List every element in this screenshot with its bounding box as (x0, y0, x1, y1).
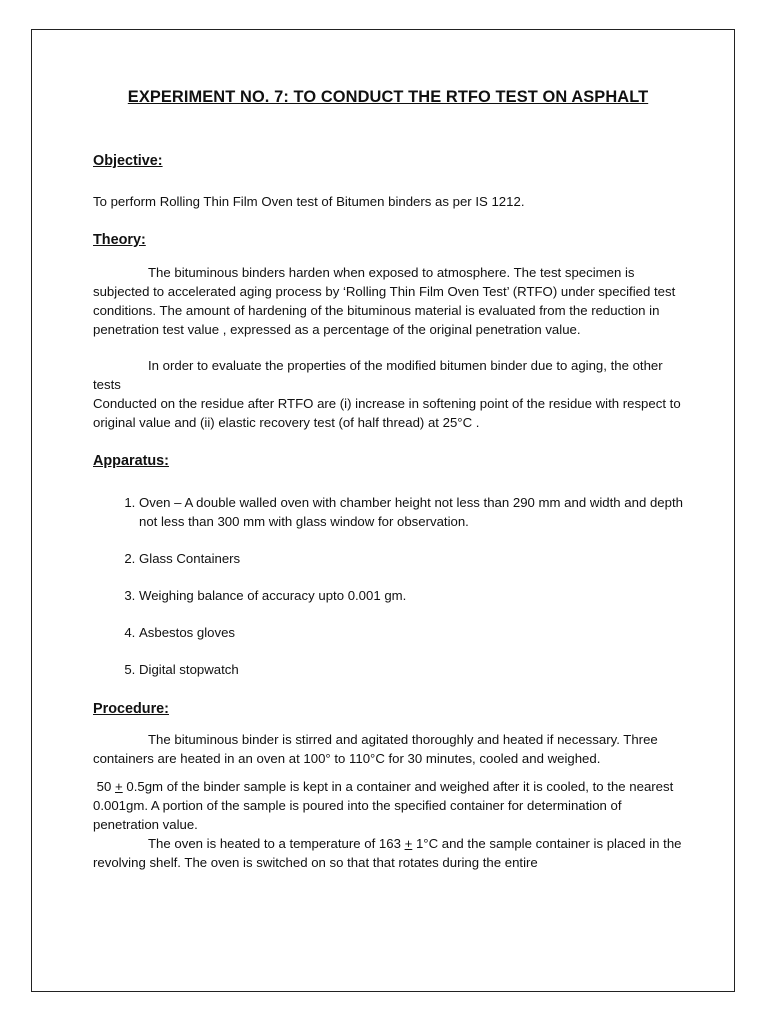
objective-heading: Objective: (93, 153, 163, 169)
procedure-paragraph-2: 50 + 0.5gm of the binder sample is kept in a container and weighed after it is cooled, to the nearest 0.001gm. A portion of the sample is poured into the specified container for determination of penetration value. (93, 779, 674, 832)
apparatus-item: 2. Glass Containers (139, 549, 683, 568)
objective-text: To perform Rolling Thin Film Oven test of Bitumen binders as per IS 1212. (93, 194, 525, 209)
apparatus-heading: Apparatus: (93, 453, 169, 469)
theory-heading: Theory: (93, 232, 146, 248)
theory-paragraph-1: The bituminous binders harden when exposed to atmosphere. The test specimen is subjected to accelerated aging process by ‘Rolling Thin Film Oven Test’ (RTFO) under specified test conditions. The amount of hardening of the bituminous material is evaluated from the reduction in penetration test value , expressed as a percentage of the original penetration value. (93, 265, 676, 337)
document-title: EXPERIMENT NO. 7: TO CONDUCT THE RTFO TEST ON ASPHALT (127, 88, 649, 106)
procedure-paragraph-3: The oven is heated to a temperature of 163 + 1°C and the sample container is placed in the revolving shelf. The oven is switched on so that that rotates during the entire (93, 836, 682, 870)
apparatus-list (93, 493, 683, 679)
document-body (93, 86, 683, 872)
procedure-paragraph-1: The bituminous binder is stirred and agitated thoroughly and heated if necessary. Three containers are heated in an oven at 100° to 110°C for 30 minutes, cooled and weighed. (93, 732, 658, 766)
procedure-heading: Procedure: (93, 701, 169, 717)
apparatus-item: 4. Asbestos gloves (139, 623, 683, 642)
apparatus-item: 1. Oven – A double walled oven with chamber height not less than 290 mm and width and depth not less than 300 mm with glass window for observation. (139, 493, 683, 531)
theory-paragraph-2: In order to evaluate the properties of the modified bitumen binder due to aging, the other tests (93, 358, 663, 392)
apparatus-item: 3. Weighing balance of accuracy upto 0.001 gm. (139, 586, 683, 605)
theory-paragraph-3: Conducted on the residue after RTFO are (i) increase in softening point of the residue with respect to original value and (ii) elastic recovery test (of half thread) at 25°C . (93, 396, 681, 430)
apparatus-item: 5. Digital stopwatch (139, 660, 683, 679)
